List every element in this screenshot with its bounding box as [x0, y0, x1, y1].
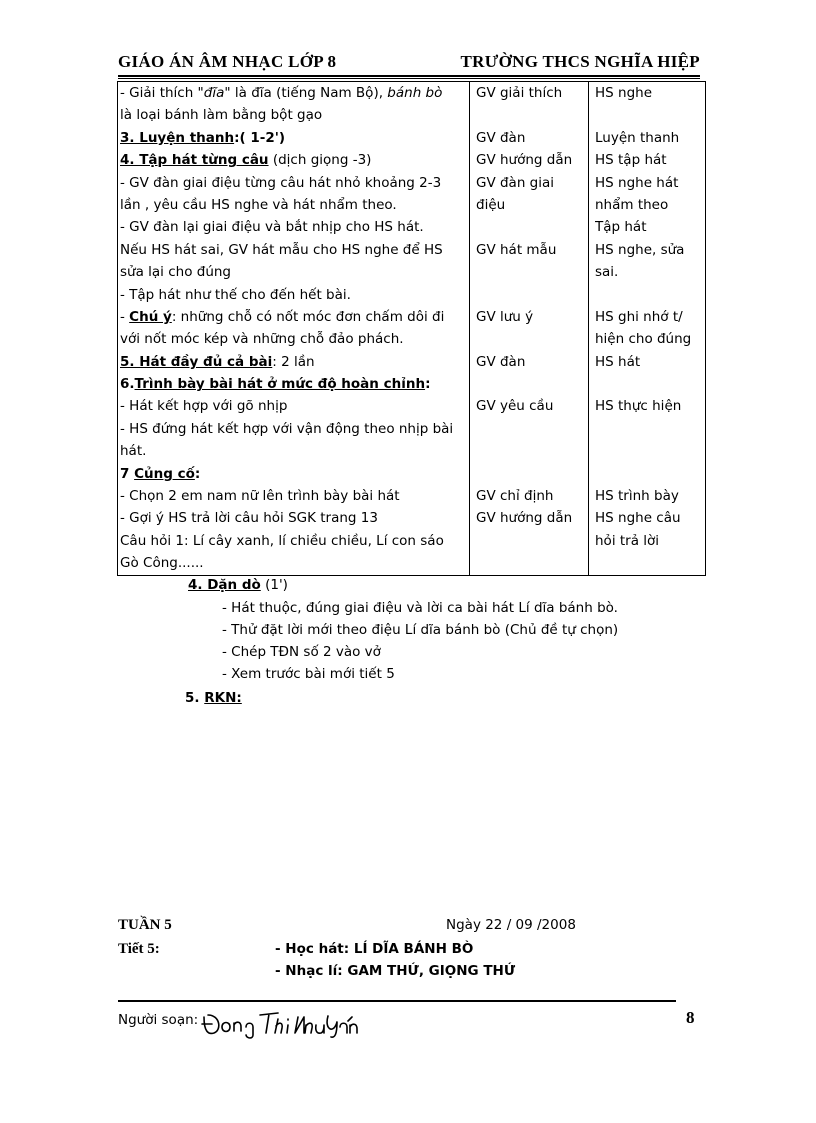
- author-signature: [200, 1005, 360, 1039]
- page-number: 8: [686, 1008, 695, 1027]
- table-line: - Tập hát như thế cho đến hết bài.: [120, 286, 351, 303]
- table-line: sai.: [595, 264, 619, 281]
- table-line: GV hát mẫu: [476, 241, 557, 258]
- section-heading: 5. Hát đầy đủ cả bài: 2 lần: [120, 353, 315, 370]
- table-line: Luyện thanh: [595, 129, 680, 146]
- section-heading: 6.Trình bày bài hát ở mức độ hoàn chỉnh:: [120, 376, 431, 393]
- table-line: HS thực hiện: [595, 398, 682, 415]
- table-line: Gò Công......: [120, 555, 204, 572]
- activity-column: [118, 82, 470, 576]
- table-line: GV đàn: [476, 129, 526, 146]
- teacher-column: [470, 82, 589, 576]
- table-line: sửa lại cho đúng: [120, 264, 231, 281]
- table-line: - Hát kết hợp với gõ nhịp: [120, 398, 288, 415]
- header-school: TRƯỜNG THCS NGHĨA HIỆP: [460, 52, 700, 71]
- table-line: GV đàn giai: [476, 174, 555, 191]
- table-line: lần , yêu cầu HS nghe và hát nhẩm theo.: [120, 196, 397, 213]
- homework-item: - Hát thuộc, đúng giai điệu và lời ca bài hát Lí dĩa bánh bò.: [222, 600, 618, 616]
- table-line: - GV đàn lại giai điệu và bắt nhịp cho HS hát.: [120, 219, 424, 236]
- section-heading: 7 Củng cố:: [120, 465, 201, 482]
- table-line: GV chỉ định: [476, 488, 554, 505]
- table-line: HS nghe, sửa: [595, 241, 685, 258]
- table-line: GV giải thích: [476, 85, 563, 101]
- header-subject: GIÁO ÁN ÂM NHẠC LỚP 8: [118, 52, 337, 71]
- table-line: HS ghi nhớ t/: [595, 308, 683, 325]
- section-heading: 3. Luyện thanh:( 1-2'): [120, 129, 286, 146]
- table-line: Câu hỏi 1: Lí cây xanh, lí chiều chiều, Lí con sáo: [120, 532, 444, 549]
- table-line: hỏi trả lời: [595, 532, 660, 549]
- table-line: HS hát: [595, 353, 641, 370]
- week-label: TUẦN 5: [118, 917, 172, 933]
- homework-item: - Thử đặt lời mới theo điệu Lí dĩa bánh bò (Chủ đề tự chọn): [222, 622, 619, 638]
- table-line: hát.: [120, 443, 147, 460]
- page-header: [118, 52, 700, 76]
- table-line: nhẩm theo: [595, 196, 669, 213]
- table-line: điệu: [476, 196, 506, 213]
- homework-heading: 4. Dặn dò (1'): [188, 577, 288, 593]
- next-lesson-song: - Học hát: LÍ DĨA BÁNH BÒ: [275, 941, 474, 957]
- author-label: Người soạn:: [118, 1012, 199, 1028]
- student-column: [589, 82, 706, 576]
- header-rule: [118, 75, 700, 77]
- table-line: GV lưu ý: [476, 308, 534, 325]
- table-line: - Chọn 2 em nam nữ lên trình bày bài hát: [120, 488, 400, 505]
- table-line: HS nghe hát: [595, 174, 679, 191]
- table-line: GV hướng dẫn: [476, 510, 573, 527]
- table-line: - Chú ý: những chỗ có nốt móc đơn chấm dôi đi: [120, 308, 445, 325]
- table-line: Tập hát: [595, 219, 647, 236]
- footer-rule: [118, 1000, 676, 1002]
- table-line: HS nghe câu: [595, 510, 681, 527]
- lesson-table: [117, 81, 706, 576]
- table-line: GV yêu cầu: [476, 398, 554, 415]
- table-line: - GV đàn giai điệu từng câu hát nhỏ khoảng 2-3: [120, 174, 442, 191]
- table-line: HS tập hát: [595, 152, 667, 169]
- header-rule-thin: [118, 78, 700, 79]
- table-line: HS nghe: [595, 85, 652, 101]
- table-line: - Giải thích "đĩa" là đĩa (tiếng Nam Bộ), bánh bò: [120, 85, 443, 101]
- table-line: - HS đứng hát kết hợp với vận động theo nhịp bài: [120, 420, 454, 437]
- table-line: GV đàn: [476, 353, 526, 370]
- table-line: HS trình bày: [595, 488, 679, 505]
- table-line: là loại bánh làm bằng bột gạo: [120, 107, 323, 124]
- next-lesson-theory: - Nhạc lí: GAM THỨ, GIỌNG THỨ: [275, 963, 516, 979]
- table-line: GV hướng dẫn: [476, 152, 573, 169]
- homework-item: - Chép TĐN số 2 vào vở: [222, 644, 381, 660]
- table-line: - Gợi ý HS trả lời câu hỏi SGK trang 13: [120, 510, 378, 527]
- rkn-heading: 5. RKN:: [185, 690, 242, 706]
- section-heading: 4. Tập hát từng câu (dịch giọng -3): [120, 152, 372, 169]
- homework-item: - Xem trước bài mới tiết 5: [222, 666, 395, 682]
- table-line: Nếu HS hát sai, GV hát mẫu cho HS nghe để HS: [120, 241, 443, 258]
- table-line: hiện cho đúng: [595, 331, 692, 348]
- table-line: với nốt móc kép và những chỗ đảo phách.: [120, 331, 404, 348]
- period-label: Tiết 5:: [118, 941, 160, 957]
- lesson-date: Ngày 22 / 09 /2008: [446, 917, 576, 933]
